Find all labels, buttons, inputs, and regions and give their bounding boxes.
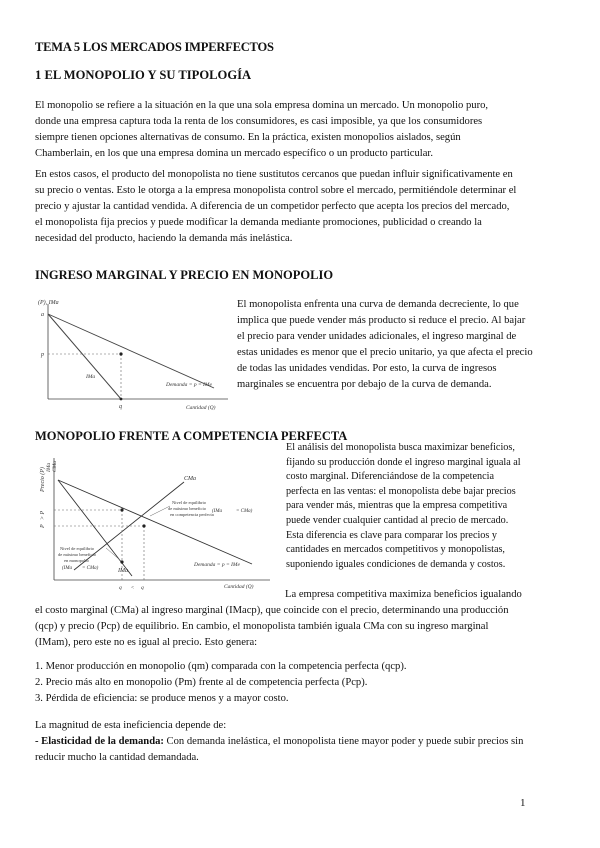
section-1-paragraph-1 — [35, 98, 515, 162]
price-label-pcp: > P — [40, 510, 46, 520]
q-label-cp: q — [141, 585, 144, 591]
monopoly-annotation — [58, 546, 99, 571]
section-3-text-1 — [286, 441, 522, 572]
demand-label: Demanda = p = IMe — [194, 562, 240, 568]
annotation-line: en monopolio — [64, 558, 89, 563]
q-label-lt: < — [131, 585, 135, 591]
quantity-point — [120, 398, 123, 401]
paragraph-text: El monopolio se refiere a la situación en la que una sola empresa domina un mercado. Un monopolio puro, donde una empresa captura toda la renta de los consumidores, es casi imposible, ya que los consumidores siempre tienen opciones alternativas de consumo. En la práctica, existen monopolios aislados, según Chamberlain, en los que una empresa domina un mercado específico o un producto particular. — [35, 100, 489, 159]
marginal-revenue-line — [48, 314, 121, 399]
paragraph-text: El análisis del monopolista busca maximizar beneficios, fijando su producción donde el ingreso marginal iguala al costo marginal. Diferenciándose de la competencia perfecta en las ventas: el monopolista debe bajar precios para vender más, mientras que la empresa competitiva puede vender cualquier cantidad al precio de mercado. Esta diferencia es clave para comparar los precios y cantidades en mercados competitivos y monopolistas, suponiendo iguales condiciones de demanda y costos. — [286, 442, 521, 570]
monopoly-vs-competition-figure — [34, 452, 274, 592]
ima-label: IMa — [118, 568, 128, 574]
monopoly-price-point — [120, 508, 123, 511]
y-axis-label: Precio (P) — [40, 467, 46, 492]
x-axis-label: Cantidad (Q) — [224, 584, 254, 590]
section-3-text-3 — [35, 718, 525, 734]
price-label-pm: P — [40, 524, 46, 528]
marginal-revenue-figure — [36, 296, 232, 414]
section-3-heading: MONOPOLIO FRENTE A COMPETENCIA PERFECTA — [35, 429, 348, 443]
competitive-equilibrium-point — [142, 524, 145, 527]
section-2-heading: INGRESO MARGINAL Y PRECIO EN MONOPOLIO — [35, 268, 334, 282]
cma-label: CMa — [184, 476, 196, 482]
annotation-line: de máximo beneficio — [58, 552, 96, 557]
bullet-bold: - Elasticidad de la demanda: — [35, 736, 164, 747]
monopoly-vs-competition-chart — [34, 452, 274, 592]
annotation-pointer — [106, 548, 120, 560]
demand-line — [48, 314, 214, 388]
marginal-revenue-chart — [36, 296, 232, 414]
page-number: 1 — [520, 797, 526, 809]
annotation-formula-rest: = CMa) — [82, 566, 99, 571]
list-item: 1. Menor producción en monopolio (qm) comparada con la competencia perfecta (qcp). — [35, 661, 407, 672]
section-2-text — [237, 297, 533, 393]
q-label: q — [119, 404, 122, 410]
monopoly-equilibrium-point — [120, 560, 123, 563]
paragraph-text: En estos casos, el producto del monopolista no tiene sustitutos cercanos que puedan influir significativamente en su precio o ventas. Esto le otorga a la empresa monopolista control sobre el mercado, permitiéndole determinar el precio y ajustar la cantidad vendida. A diferencia de un competidor perfecto que acepta los precios del mercado, el monopolista fija precios y puede modificar la demanda mediante promociones, publicidad o creando la necesidad del producto, haciendo la demanda más inelástica. — [35, 169, 517, 244]
annotation-line: Nivel de equilibrio — [172, 500, 206, 505]
annotation-pointer — [150, 506, 170, 516]
document-title: TEMA 5 LOS MERCADOS IMPERFECTOS — [35, 40, 274, 54]
list-item: 2. Precio más alto en monopolio (Pm) frente al de competencia perfecta (Pcp). — [35, 677, 368, 688]
equilibrium-point — [119, 352, 122, 355]
competition-annotation — [168, 500, 253, 517]
q-label-m: q — [119, 585, 122, 591]
annotation-line: en competencia perfecta — [170, 512, 214, 517]
list-item: 3. Pérdida de eficiencia: se produce menos y a mayor costo. — [35, 693, 289, 704]
ima-label: IMa — [86, 374, 96, 380]
p-label: p — [41, 352, 44, 358]
annotation-line: Nivel de equilibrio — [60, 546, 94, 551]
y-axis-label: (P), IMa — [38, 300, 59, 306]
annotation-formula-rest: = CMa) — [236, 509, 253, 514]
a-label: a — [41, 312, 44, 318]
annotation-formula: (IMa — [62, 566, 72, 571]
x-axis-label: Cantidad (Q) — [186, 405, 216, 411]
y-label-ima: IMa — [46, 462, 52, 472]
paragraph-text: La magnitud de esta ineficiencia depende de: — [35, 720, 227, 731]
y-label-cma: CMa — [52, 461, 58, 472]
elasticity-bullet — [35, 734, 525, 766]
section-3-text-2 — [35, 587, 525, 651]
paragraph-text: El monopolista enfrenta una curva de demanda decreciente, lo que implica que puede vender más producto si reduce el precio. Al bajar el precio para vender unidades adicionales, el ingreso marginal de estas unidades es menor que el precio unitario, ya que afecta el precio de todas las unidades vendidas. Por esto, la curva de ingresos marginales se encuentra por debajo de la curva de demanda. — [237, 299, 533, 390]
consequences-list — [35, 659, 525, 707]
annotation-line: de máximo beneficio — [168, 506, 206, 511]
demand-label: Demanda = p = IMe — [166, 382, 212, 388]
section-1-heading: 1 EL MONOPOLIO Y SU TIPOLOGÍA — [35, 68, 252, 82]
bullet-text — [35, 734, 525, 766]
paragraph-text: La empresa competitiva maximiza beneficios igualando el costo marginal (CMa) al ingreso marginal (IMacp), que coincide con el precio, determinando una producción (qcp) y precio (Pcp) de equilibrio. En cambio, el monopolista también iguala CMa con su ingreso marginal (IMam), pero este no es igual al precio. Esto genera: — [35, 589, 522, 648]
section-1-paragraph-2 — [35, 167, 518, 247]
annotation-formula: (IMa — [212, 509, 222, 514]
bullet-rest: Con demanda inelástica, el monopolista tiene mayor poder y puede subir precios sin reducir mucho la cantidad demandada. — [35, 736, 524, 763]
